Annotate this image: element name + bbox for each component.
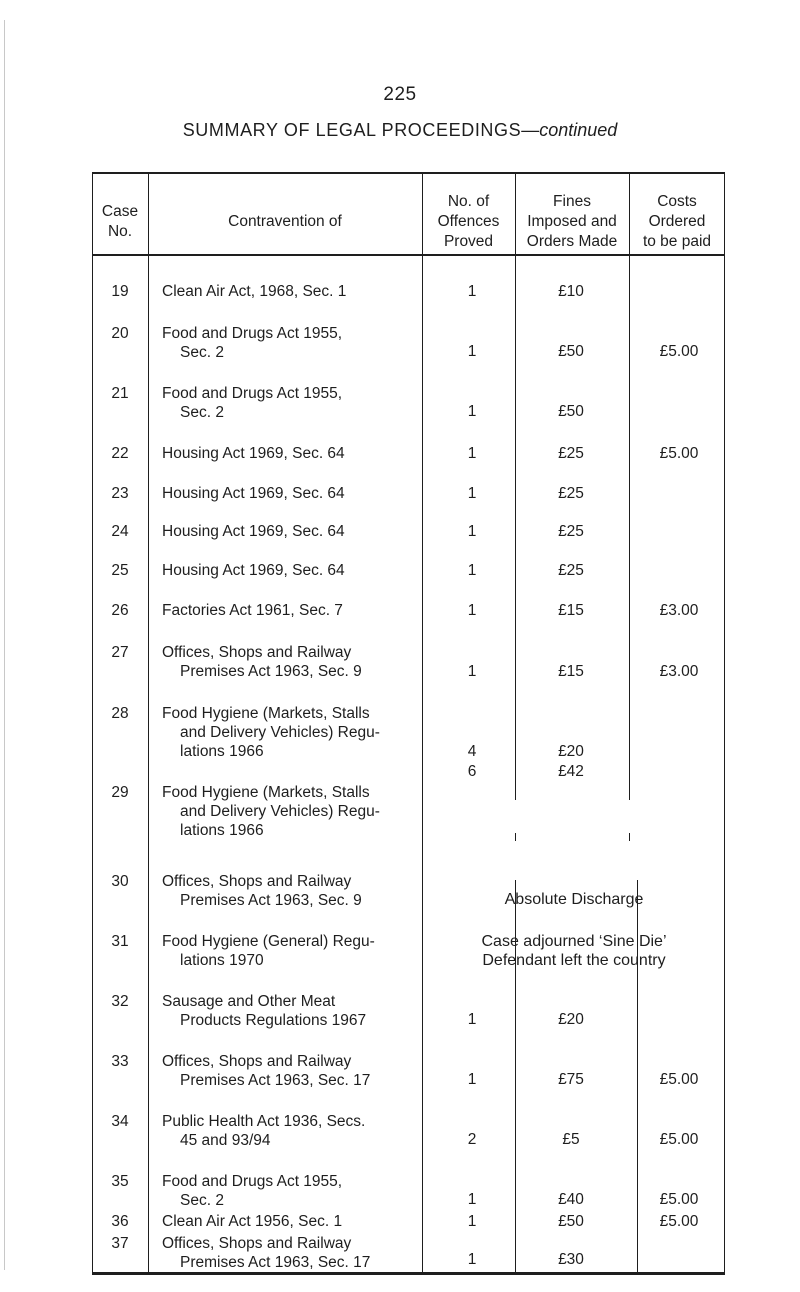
divider-offences-fines-stub — [515, 833, 516, 841]
table-row-case-no: 36 — [111, 1213, 129, 1230]
table-row-case-no: 28 — [111, 705, 129, 722]
contravention-line: Offices, Shops and Railway — [162, 1053, 352, 1070]
table-row-case-no: 32 — [111, 993, 129, 1010]
adjourned-note-line: Case adjourned ‘Sine Die’ — [481, 933, 667, 950]
table-row-offences: 1 — [467, 1191, 477, 1208]
contravention-line: Offices, Shops and Railway — [162, 644, 352, 661]
header-fines-line3: Orders Made — [526, 233, 618, 250]
table-row-contravention — [162, 282, 346, 301]
table-row-contravention — [162, 484, 345, 503]
page-number: 225 — [383, 84, 417, 105]
page-title — [0, 120, 800, 141]
table-row-costs: £3.00 — [659, 663, 699, 680]
table-row-offences: 1 — [467, 663, 477, 680]
table-row-contravention — [162, 522, 345, 541]
table-row-case-no: 20 — [111, 325, 129, 342]
table-row-offences: 1 — [467, 1251, 477, 1268]
contravention-line: Food and Drugs Act 1955, — [162, 1173, 343, 1190]
table-row-fines: £15 — [558, 602, 584, 619]
header-fines-line1: Fines — [553, 193, 591, 210]
contravention-line: and Delivery Vehicles) Regu- — [180, 803, 380, 820]
table-row-fines: £25 — [558, 562, 584, 579]
header-costs-line2: Ordered — [648, 213, 706, 230]
table-row-fines: £20 — [558, 1011, 584, 1028]
table-row-fines: £50 — [558, 343, 584, 360]
table-row-case-no: 35 — [111, 1173, 129, 1190]
contravention-line: Housing Act 1969, Sec. 64 — [162, 523, 345, 540]
table-row-case-no: 21 — [111, 385, 129, 402]
table-row-fines: £30 — [558, 1251, 584, 1268]
table-row-fines: £75 — [558, 1071, 584, 1088]
table-row-offences: 1 — [467, 1071, 477, 1088]
table-row-contravention — [162, 1172, 342, 1210]
table-row-offences: 1 — [467, 523, 477, 540]
table-row-contravention — [162, 561, 345, 580]
table-row-fines: £25 — [558, 445, 584, 462]
title-main: SUMMARY OF LEGAL PROCEEDINGS — [182, 120, 522, 140]
contravention-line: Premises Act 1963, Sec. 9 — [180, 663, 362, 680]
table-row-fines: £25 — [558, 523, 584, 540]
contravention-line: Food and Drugs Act 1955, — [162, 385, 343, 402]
table-row-contravention — [162, 704, 380, 761]
table-bottom-rule — [92, 1272, 725, 1275]
contravention-line: Food Hygiene (Markets, Stalls — [162, 705, 370, 722]
table-row-contravention — [162, 601, 343, 620]
absolute-discharge-note: Absolute Discharge — [504, 891, 644, 908]
table-row-offences: 1 — [467, 1213, 477, 1230]
table-row-case-no: 30 — [111, 873, 129, 890]
contravention-line: 45 and 93/94 — [180, 1132, 271, 1149]
table-row-fines: £50 — [558, 403, 584, 420]
table-row-costs: £3.00 — [659, 602, 699, 619]
table-row-offences: 2 — [467, 1131, 477, 1148]
divider-fines-costs-stub — [629, 833, 630, 841]
contravention-line: lations 1966 — [180, 743, 264, 760]
table-row-contravention — [162, 384, 342, 422]
table-row-contravention — [162, 1212, 342, 1231]
header-contravention — [148, 212, 422, 232]
table-row-fines: £50 — [558, 1213, 584, 1230]
table-row-offences: 1 — [467, 445, 477, 462]
table-row-case-no: 22 — [111, 445, 129, 462]
table-row-case-no: 27 — [111, 644, 129, 661]
contravention-line: Premises Act 1963, Sec. 9 — [180, 892, 362, 909]
table-row-costs: £5.00 — [659, 343, 699, 360]
contravention-line: Offices, Shops and Railway — [162, 1235, 352, 1252]
table-row-case-no: 29 — [111, 784, 129, 801]
contravention-line: Clean Air Act 1956, Sec. 1 — [162, 1213, 343, 1230]
table-row-costs: £5.00 — [659, 1071, 699, 1088]
table-row-case-no: 25 — [111, 562, 129, 579]
divider-fines-costs — [629, 172, 630, 800]
table-row-offences: 1 — [467, 1011, 477, 1028]
header-contravention-line1: Contravention of — [228, 213, 342, 230]
table-row-contravention — [162, 992, 366, 1030]
table-row-case-no: 23 — [111, 485, 129, 502]
header-offences-line1: No. of — [447, 193, 490, 210]
adjourned-note-line: Defendant left the country — [482, 952, 666, 969]
contravention-line: Offices, Shops and Railway — [162, 873, 352, 890]
header-case-line1: Case — [101, 203, 139, 220]
table-row-fines: £10 — [558, 283, 584, 300]
header-offences — [422, 192, 515, 252]
table-row-contravention — [162, 324, 342, 362]
contravention-line: and Delivery Vehicles) Regu- — [180, 724, 380, 741]
page-edge-rule — [4, 20, 5, 1270]
table-row-case-no: 33 — [111, 1053, 129, 1070]
contravention-line: Housing Act 1969, Sec. 64 — [162, 562, 345, 579]
contravention-line: Premises Act 1963, Sec. 17 — [180, 1072, 371, 1089]
header-costs — [629, 192, 725, 252]
table-row-contravention — [162, 643, 362, 681]
table-row-offences: 1 — [467, 562, 477, 579]
table-row-costs: £5.00 — [659, 1191, 699, 1208]
table-row-costs: £5.00 — [659, 1213, 699, 1230]
header-bottom-rule — [92, 254, 725, 256]
header-fines — [515, 192, 629, 252]
contravention-line: Premises Act 1963, Sec. 17 — [180, 1254, 371, 1271]
table-row-costs: £5.00 — [659, 1131, 699, 1148]
table-row-fines: £15 — [558, 663, 584, 680]
table-row-case-no: 19 — [111, 283, 129, 300]
table-row-offences: 6 — [467, 763, 477, 780]
table-row-case-no: 31 — [111, 933, 129, 950]
table-row-contravention — [162, 1112, 365, 1150]
header-offences-line3: Proved — [443, 233, 494, 250]
table-row-offences: 1 — [467, 343, 477, 360]
contravention-line: Food Hygiene (Markets, Stalls — [162, 784, 370, 801]
contravention-line: Sec. 2 — [180, 404, 224, 421]
table-row-case-no: 24 — [111, 523, 129, 540]
table-row-fines: £40 — [558, 1191, 584, 1208]
header-costs-line3: to be paid — [642, 233, 712, 250]
table-row-contravention — [162, 783, 380, 840]
table-row-case-no: 34 — [111, 1113, 129, 1130]
table-row-contravention — [162, 872, 362, 910]
table-row-case-no: 37 — [111, 1235, 129, 1252]
table-row-offences: 1 — [467, 403, 477, 420]
divider-case-contravention — [148, 172, 149, 1272]
table-row-contravention — [162, 444, 345, 463]
table-row-fines: £20 — [558, 743, 584, 760]
contravention-line: lations 1970 — [180, 952, 264, 969]
header-costs-line1: Costs — [657, 193, 697, 210]
header-offences-line2: Offences — [437, 213, 500, 230]
contravention-line: Sec. 2 — [180, 344, 224, 361]
title-continued: —continued — [521, 120, 618, 140]
legal-proceedings-table — [92, 172, 725, 1275]
divider-contravention-offences — [422, 172, 423, 1272]
table-right-border — [724, 172, 725, 1272]
contravention-line: Sec. 2 — [180, 1192, 224, 1209]
contravention-line: Housing Act 1969, Sec. 64 — [162, 445, 345, 462]
table-row-fines: £25 — [558, 485, 584, 502]
table-row-offences: 1 — [467, 485, 477, 502]
table-row-contravention — [162, 932, 375, 970]
table-row-offences: 1 — [467, 602, 477, 619]
contravention-line: Clean Air Act, 1968, Sec. 1 — [162, 283, 347, 300]
table-row-fines: £5 — [562, 1131, 580, 1148]
contravention-line: Factories Act 1961, Sec. 7 — [162, 602, 343, 619]
table-row-costs: £5.00 — [659, 445, 699, 462]
table-row-contravention — [162, 1052, 370, 1090]
contravention-line: Products Regulations 1967 — [180, 1012, 367, 1029]
contravention-line: Public Health Act 1936, Secs. — [162, 1113, 366, 1130]
table-row-case-no: 26 — [111, 602, 129, 619]
table-top-rule — [92, 172, 725, 174]
table-row-fines: £42 — [558, 763, 584, 780]
header-case-no — [92, 202, 148, 242]
contravention-line: Housing Act 1969, Sec. 64 — [162, 485, 345, 502]
contravention-line: Food Hygiene (General) Regu- — [162, 933, 375, 950]
contravention-line: Sausage and Other Meat — [162, 993, 336, 1010]
adjourned-note — [422, 932, 726, 970]
header-case-line2: No. — [107, 223, 133, 240]
contravention-line: Food and Drugs Act 1955, — [162, 325, 343, 342]
table-row-offences: 1 — [467, 283, 477, 300]
header-fines-line2: Imposed and — [527, 213, 617, 230]
table-row-contravention — [162, 1234, 370, 1272]
contravention-line: lations 1966 — [180, 822, 264, 839]
table-row-offences: 4 — [467, 743, 477, 760]
